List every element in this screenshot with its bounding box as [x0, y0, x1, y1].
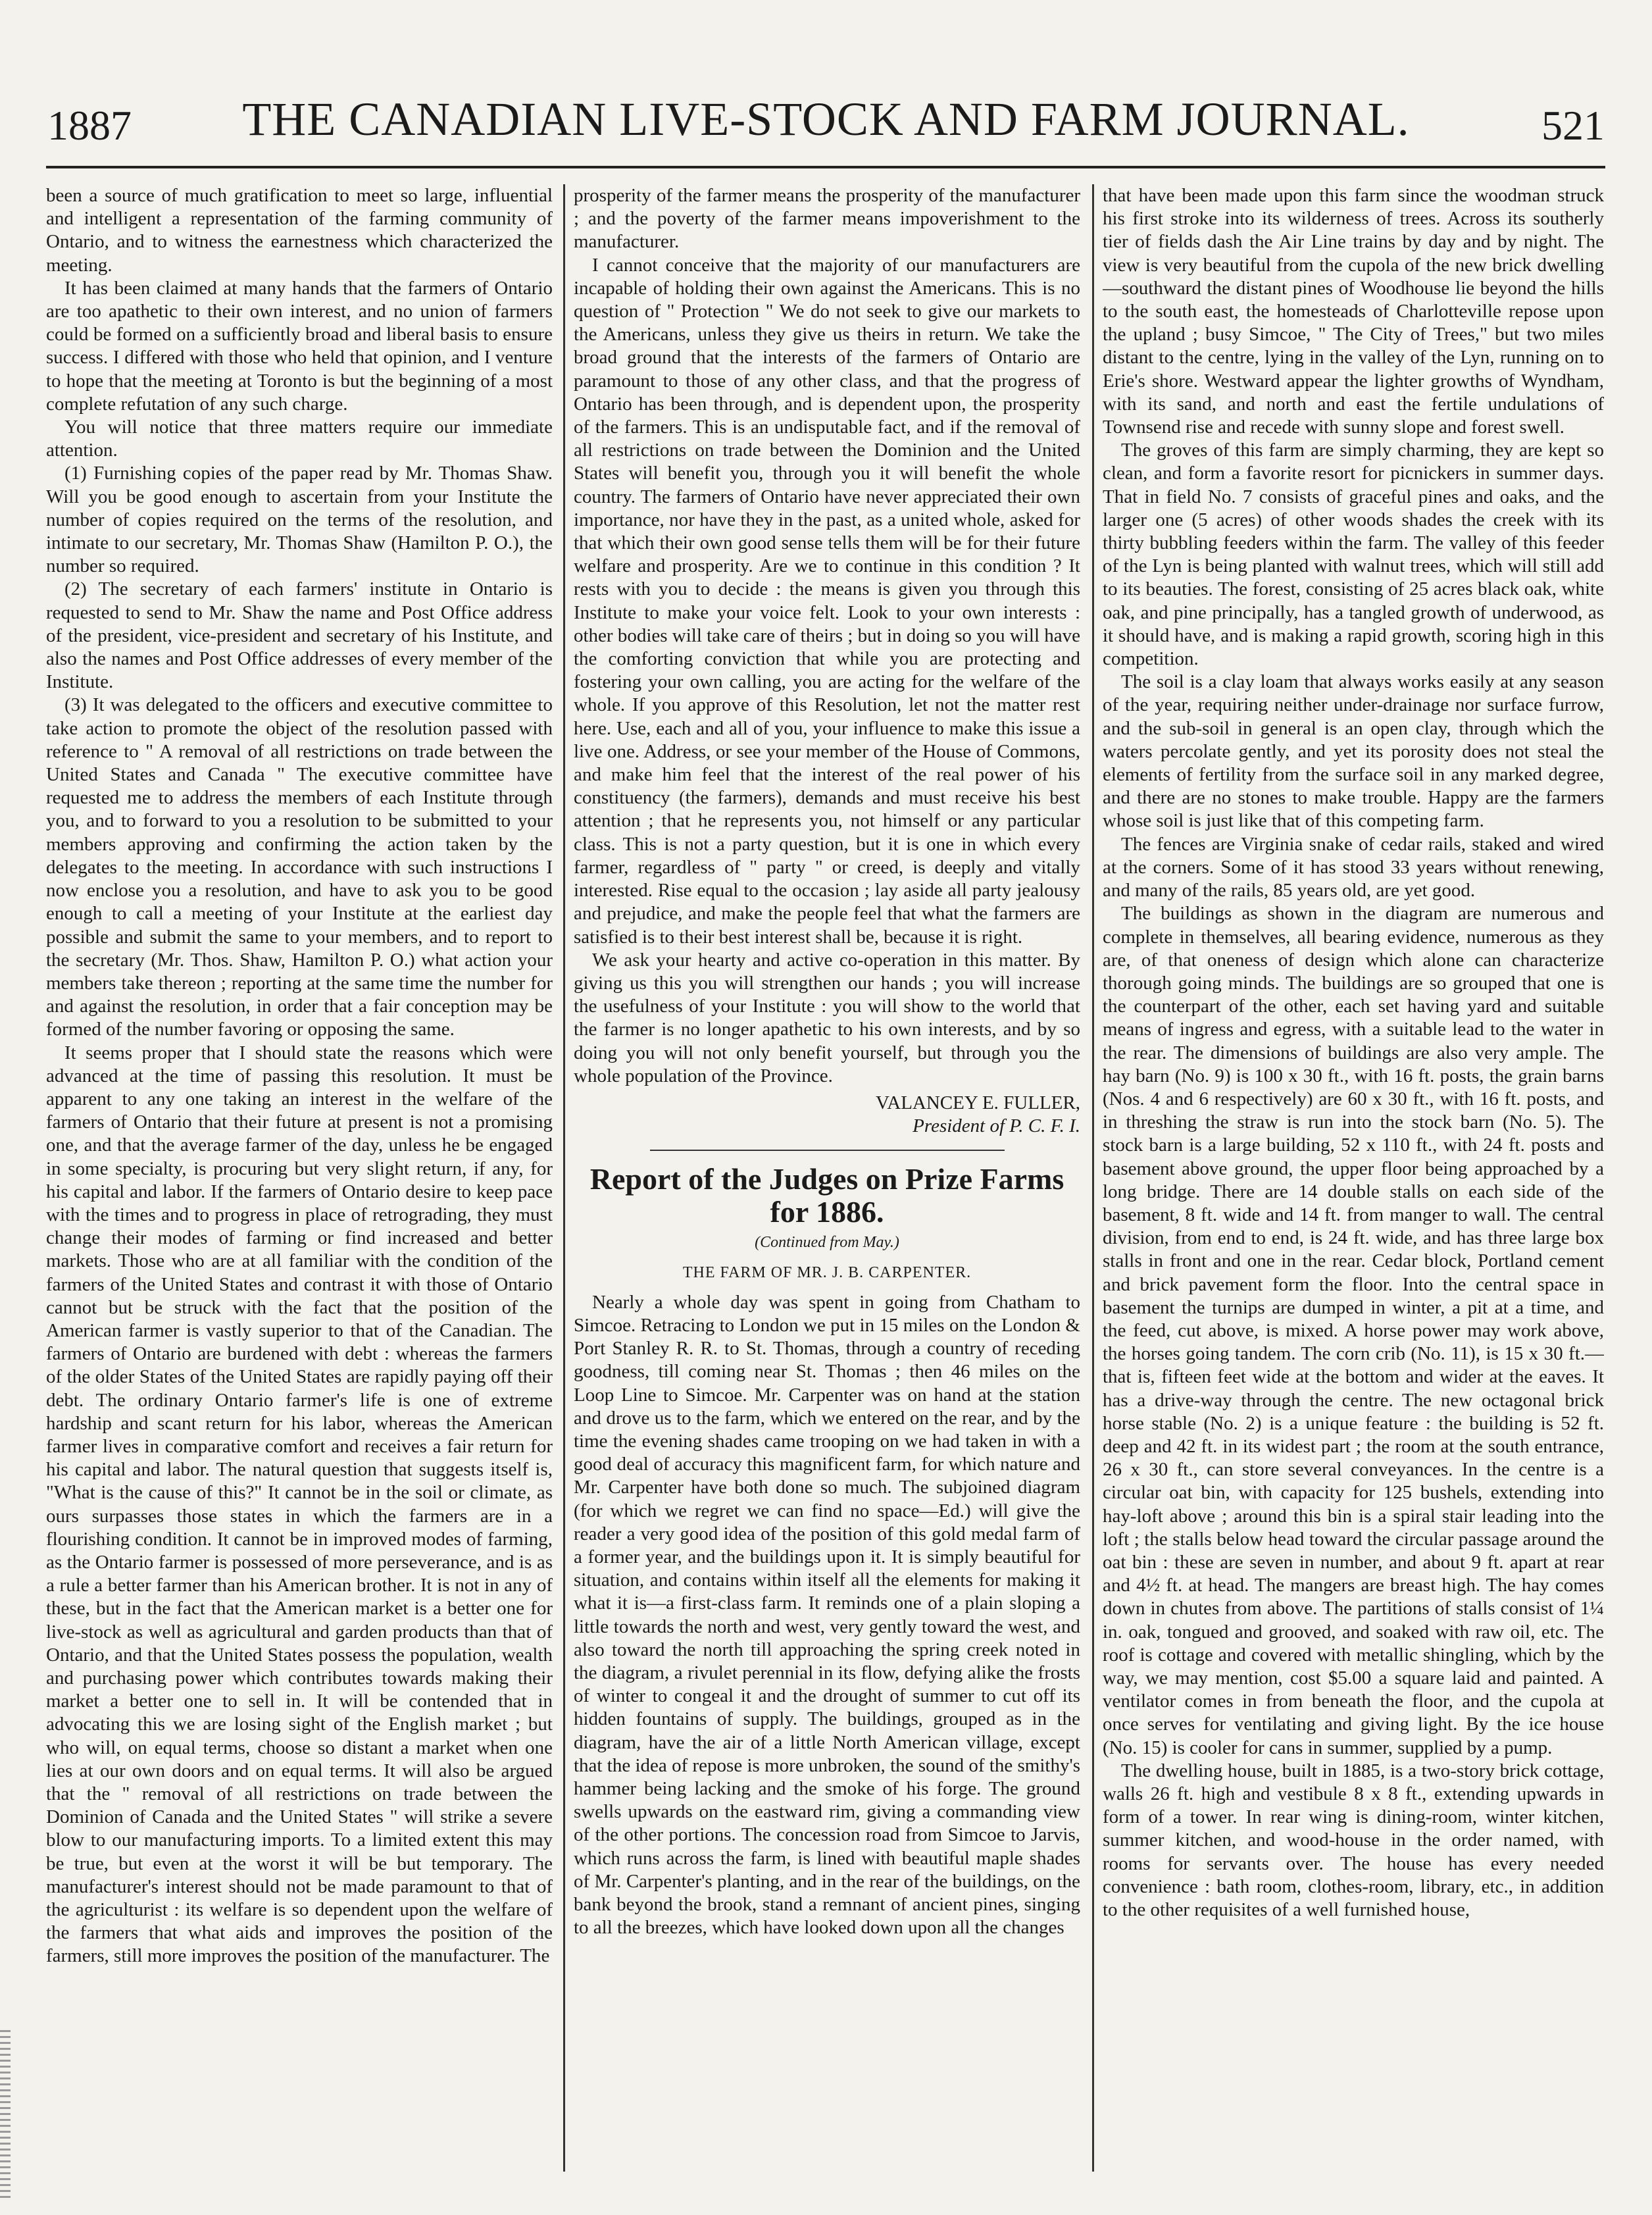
paragraph: We ask your hearty and active co-operation in this matter. By giving us this you will strengthen our hands ; you will increase the usefulness of your Institute : you will show to the world that the farmer is no longer apathetic to his own interests, and by so doing you will not only benefit yourself, but through you the whole population of the Province.: [574, 949, 1080, 1086]
paragraph: (2) The secretary of each farmers' institute in Ontario is requested to send to Mr. Shaw the name and Post Office address of the president, vice-president and secretary of his Institute, and also the names and Post Office addresses of every member of the Institute.: [46, 578, 553, 693]
section-divider: [650, 1150, 1005, 1151]
paragraph: I cannot conceive that the majority of our manufacturers are incapable of holding their own against the Americans. This is no question of " Protection " We do not seek to give our markets to the Americans, unless they give us theirs in return. We take the broad ground that the interests of the farmers of Ontario are paramount to those of any other class, and that the progress of Ontario has been through, and is dependent upon, the prosperity of the farmers. This is an undisputable fact, and if the removal of all restrictions on trade between the Dominion and the United States will benefit you, through you it will benefit the whole country. The farmers of Ontario have never appreciated their own importance, nor have they in the past, as a united whole, asked for that which their own good sense tells them will be for their future welfare and prosperity. Are we to continue in this condition ? It rests with you to decide : the means is given you through this Institute to make your voice felt. Look to your own interests : other bodies will take care of theirs ; but in doing so you will have the comforting conviction that while you are protecting and fostering your own calling, you are acting for the welfare of the whole. If you approve of this Resolution, let not the matter rest here. Use, each and all of you, your influence to make this issue a live one. Address, or see your member of the House of Commons, and make him feel that the interest of the real power of his constituency (the farmers), demands and must receive his best attention ; that he represents you, not himself or any particular class. This is not a party question, but it is one in which every farmer, regardless of " party " or creed, is deeply and vitally interested. Rise equal to the occasion ; lay aside all party jealousy and prejudice, and make the people feel that what the farmers are satisfied is to their best interest shall be, because it is right.: [574, 254, 1080, 948]
column-3: [1103, 184, 1604, 2185]
paragraph: The groves of this farm are simply charming, they are kept so clean, and form a favorite resort for picnickers in summer days. That in field No. 7 consists of graceful pines and oaks, and the larger one (5 acres) of other woods shades the creek with its thirty bubbling feeders within the farm. The valley of this feeder of the Lyn is being planted with walnut trees, which will still add to its beauties. The forest, consisting of 25 acres black oak, white oak, and pine principally, has a tangled growth of underwood, as it should have, and is making a rapid growth, scoring high in this competition.: [1103, 440, 1604, 670]
column-divider: [563, 184, 565, 2172]
paragraph: been a source of much gratification to meet so large, influential and intelligent a representation of the farming community of Ontario, and to witness the earnestness which characterized the meeting.: [46, 185, 553, 276]
paragraph: that have been made upon this farm since the woodman struck his first stroke into its wilderness of trees. Across its southerly tier of fields dash the Air Line trains by day and by night. The view is very beautiful from the cupola of the new brick dwelling—southward the distant pines of Woodhouse lie beyond the hills to the south east, the homesteads of Charlotteville repose upon the upland ; busy Simcoe, " The City of Trees," but two miles distant to the centre, lying in the valley of the Lyn, running on to Erie's shore. Westward appear the lighter growths of Wyndham, with its sand, and north and east the fertile undulations of Townsend rise and recede with sunny slope and forest swell.: [1103, 185, 1604, 438]
paragraph: The dwelling house, built in 1885, is a two-story brick cottage, walls 26 ft. high and vestibule 8 x 8 ft., extending upwards in form of a tower. In rear wing is dining-room, winter kitchen, summer kitchen, and wood-house in the order named, with rooms for servants over. The house has every needed convenience : bath room, clothes-room, library, etc., in addition to the other requisites of a well furnished house,: [1103, 1760, 1604, 1921]
paragraph: The fences are Virginia snake of cedar rails, staked and wired at the corners. Some of it has stood 33 years without renewing, and many of the rails, 85 years old, are yet good.: [1103, 833, 1604, 902]
page-year: 1887: [47, 102, 132, 149]
article-subheading: THE FARM OF MR. J. B. CARPENTER.: [682, 1263, 972, 1281]
journal-title: THE CANADIAN LIVE-STOCK AND FARM JOURNAL.: [242, 93, 1410, 145]
page-number: 521: [1541, 102, 1605, 149]
signature: [574, 1092, 1080, 1138]
paragraph: (3) It was delegated to the officers and executive committee to take action to promote the object of the resolution passed with reference to " A removal of all restrictions on trade between the United States and Canada " The executive committee have requested me to address the members of each Institute through you, and to forward to you a resolution to be submitted to your members approving and confirming the action taken by the delegates to the meeting. In accordance with such instructions I now enclose you a resolution, and have to ask you to be good enough to call a meeting of your Institute at the earliest day possible and submit the same to your members, and to report to the secretary (Mr. Thos. Shaw, Hamilton P. O.) what action your members take thereon ; reporting at the same time the number for and against the resolution, in order that a fair conception may be formed of the number favoring or opposing the same.: [46, 694, 553, 1040]
paragraph: Nearly a whole day was spent in going from Chatham to Simcoe. Retracing to London we put in 15 miles on the London & Port Stanley R. R. to St. Thomas, through a country of receding goodness, till coming near St. Thomas ; then 46 miles on the Loop Line to Simcoe. Mr. Carpenter was on hand at the station and drove us to the farm, which we entered on the rear, and by the time the evening shades came trooping on we had taken in with a good deal of accuracy this magnificent farm, for which nature and Mr. Carpenter have both done so much. The subjoined diagram (for which we regret we can find no space—Ed.) will give the reader a very good idea of the position of this gold medal farm of a former year, and the buildings upon it. It is simply beautiful for situation, and contains within itself all the elements for making it what it is—a first-class farm. It reminds one of a plain sloping a little towards the north and west, very gently toward the west, and also toward the north till approaching the spring creek noted in the diagram, a rivulet perennial in its flow, defying alike the frosts of winter to congeal it and the drought of summer to cut off its hidden fountains of supply. The buildings, grouped as in the diagram, have the air of a little North American village, except that the idea of repose is more unbroken, the sound of the smithy's hammer being lacking and the smoke of his forge. The ground swells upwards on the eastward rim, giving a commanding view of the other portions. The concession road from Simcoe to Jarvis, which runs across the farm, is lined with beautiful maple shades of Mr. Carpenter's planting, and in the rear of the buildings, on the bank beyond the brook, stand a remnant of ancient pines, singing to all the breezes, which have looked down upon all the changes: [574, 1291, 1080, 1939]
paragraph: It has been claimed at many hands that the farmers of Ontario are too apathetic to their own interest, and no union of farmers could be formed on a sufficiently broad and liberal basis to ensure success. I differed with those who held that opinion, and I venture to hope that the meeting at Toronto is but the beginning of a most complete refutation of any such charge.: [46, 277, 553, 415]
paragraph: prosperity of the farmer means the prosperity of the manufacturer ; and the poverty of the farmer means impoverishment to the manufacturer.: [574, 185, 1080, 253]
paragraph: The soil is a clay loam that always works easily at any season of the year, requiring neither under-drainage nor surface furrow, and the sub-soil in general is an open clay, through which the waters percolate gently, and yet its porosity does not steal the elements of fertility from the surface soil in any marked degree, and there are no stones to make trouble. Happy are the farmers whose soil is just like that of this competing farm.: [1103, 671, 1604, 832]
paragraph: (1) Furnishing copies of the paper read by Mr. Thomas Shaw. Will you be good enough to ascertain from your Institute the number of copies required on the terms of the resolution, and intimate to our secretary, Mr. Thomas Shaw (Hamilton P. O.), the number so required.: [46, 463, 553, 577]
header-rule: [46, 166, 1605, 168]
article-heading: Report of the Judges on Prize Farms for 1886.: [589, 1162, 1064, 1229]
column-2: [574, 184, 1080, 2185]
paragraph: It seems proper that I should state the reasons which were advanced at the time of passing this resolution. It must be apparent to any one taking an interest in the welfare of the farmers of Ontario that their future at present is not a promising one, and that the average farmer of the day, unless he be engaged in some specialty, is procuring but very slight return, if any, for his capital and labor. If the farmers of Ontario desire to keep pace with the times and to progress in place of retrograding, they must change their modes of farming or find increased and better markets. Those who are at all familiar with the condition of the farmers of the United States and contrast it with those of Ontario cannot but be struck with the fact that the position of the American farmer is vastly superior to that of the Canadian. The farmers of Ontario are burdened with debt : whereas the farmers of the older States of the United States are rapidly paying off their debt. The ordinary Ontario farmer's life is one of extreme hardship and scant return for his labor, whereas the American farmer lives in comparative comfort and receives a fair return for his capital and labor. The natural question that suggests itself is, "What is the cause of this?" It cannot be in the soil or climate, as ours surpasses those states in which the farmers are in a flourishing condition. It cannot be in improved modes of farming, as the Ontario farmer is possessed of more perseverance, and is as a rule a better farmer than his American brother. It is not in any of these, but in the fact that the American market is a better one for live-stock as well as agricultural and garden products than that of Ontario, and that the United States possess the population, wealth and purchasing power which contributes towards making their market a better one to sell in. It will be contended that in advocating this we are losing sight of the English market ; but who will, on equal terms, choose so distant a market when one lies at our own doors and on equal terms. It will also be argued that the " removal of all restrictions on trade between the Dominion of Canada and the United States " will strike a severe blow to our manufacturing imports. To a limited extent this may be true, but even at the worst it will be but temporary. The manufacturer's interest should not be made paramount to that of the agriculturist : its welfare is so dependent upon the welfare of the farmers that what aids and improves the position of the farmers, still more improves the position of the manufacturer. The: [46, 1042, 553, 1967]
paragraph: You will notice that three matters require our immediate attention.: [46, 417, 553, 461]
masthead: [0, 92, 1652, 155]
column-1: [46, 184, 553, 2185]
paragraph: The buildings as shown in the diagram are numerous and complete in themselves, all bearing evidence, numerous as they are, of that oneness of design which alone can characterize thorough going minds. The buildings are so grouped that one is the counterpart of the other, each set having yard and suitable means of ingress and egress, with a suitable lead to the water in the rear. The dimensions of buildings are also very ample. The hay barn (No. 9) is 100 x 30 ft., with 16 ft. posts, the grain barns (Nos. 4 and 6 respectively) are 60 x 30 ft., with 16 ft. posts, and in threshing the straw is run into the stock barn (No. 5). The stock barn is a large building, 52 x 110 ft., with 24 ft. posts and basement above ground, the upper floor being approached by a long bridge. There are 14 double stalls on each side of the basement, 8 ft. wide and 14 ft. from manger to wall. The central division, from end to end, is 24 ft. wide, and has three large box stalls in front and one in the rear. Cedar block, Portland cement and brick pavement form the floor. Into the central space in basement the turnips are dumped in winter, a pit at a time, and the feed, cut above, is mixed. A horse power may work above, the horses going tandem. The corn crib (No. 11), is 15 x 30 ft.—that is, fifteen feet wide at the bottom and wider at the eaves. It has a drive-way through the centre. The new octagonal brick horse stable (No. 2) is a unique feature : the building is 52 ft. deep and 42 ft. in its widest part ; the room at the south entrance, 26 x 30 ft., can store several conveyances. In the centre is a circular oat bin, with capacity for 125 bushels, extending into hay-loft above ; around this bin is a spiral stair leading into the loft ; the stalls below head toward the circular passage around the oat bin : these are seven in number, and about 9 ft. apart at rear and 4½ ft. at head. The mangers are breast high. The hay comes down in chutes from above. The partitions of stalls consist of 1¼ in. oak, tongued and grooved, and soaked with raw oil, etc. The roof is cottage and covered with metallic shingling, which by the way, we may mention, cost $5.00 a square laid and painted. A ventilator comes in from beneath the floor, and the cupola at once serves for ventilating and giving light. By the ice house (No. 15) is cooler for cans in summer, supplied by a pump.: [1103, 903, 1604, 1758]
continued-note: (Continued from May.): [755, 1234, 899, 1252]
signature-role: President of P. C. F. I.: [913, 1115, 1080, 1137]
scan-edge-mark: [0, 2027, 11, 2198]
signature-name: VALANCEY E. FULLER,: [876, 1092, 1080, 1113]
column-divider: [1092, 184, 1094, 2172]
